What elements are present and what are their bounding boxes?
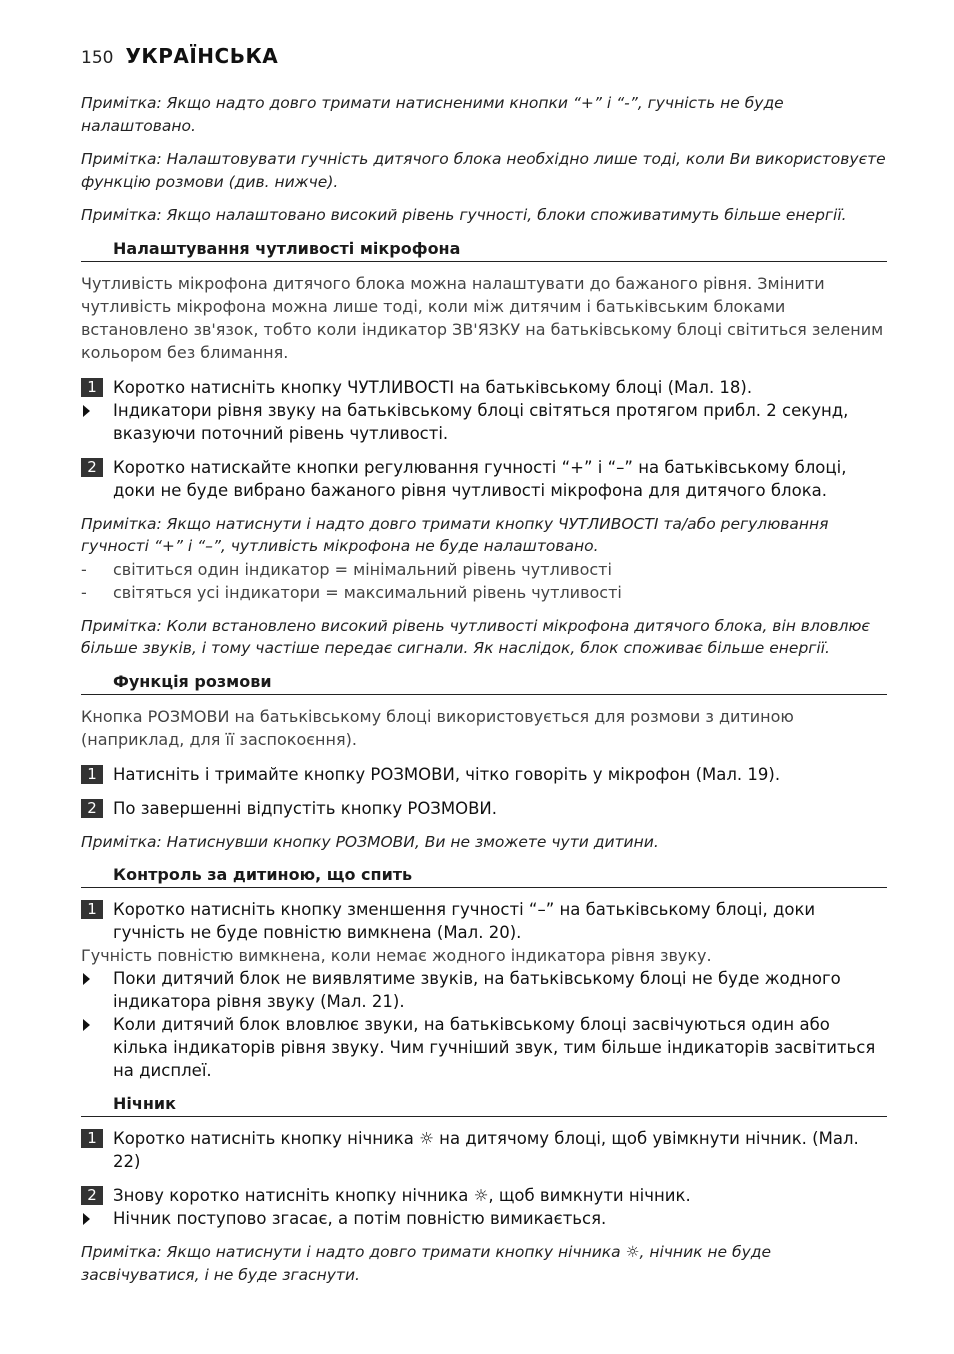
bullet-text: Нічник поступово згасає, а потім повністю вимикається.: [113, 1209, 607, 1228]
mic-level-max: [81, 581, 887, 604]
dash-text: світяться усі індикатори = максимальний рівень чутливості: [113, 582, 622, 602]
mic-step-1: [81, 376, 887, 399]
night-step-2: [81, 1184, 887, 1207]
step-number: 1: [81, 378, 103, 397]
section-heading-mic: Налаштування чутливості мікрофона: [81, 238, 887, 262]
mic-step-2: [81, 456, 887, 502]
mic-note-hold: Примітка: Якщо натиснути і надто довго тримати кнопку ЧУТЛИВОСТІ та/або регулювання гучності “+” і “–”, чутливість мікрофона не буде налаштовано.: [81, 514, 829, 555]
mic-level-min: [81, 558, 887, 581]
step-text: Коротко натисніть кнопку нічника ☼ на дитячому блоці, щоб увімкнути нічник. (Мал. 22): [113, 1129, 859, 1171]
note-volume-energy: Примітка: Якщо налаштовано високий рівень гучності, блоки споживатимуть більше енергії.: [81, 206, 847, 224]
bullet-text: Поки дитячий блок не виявлятиме звуків, на батьківському блоці не буде жодного індикатора рівня звуку (Мал. 21).: [113, 969, 841, 1011]
note-volume-talk: Примітка: Налаштовувати гучність дитячого блока необхідно лише тоді, коли Ви використовуєте функцію розмови (див. нижче).: [81, 150, 886, 191]
step-number: 2: [81, 1186, 103, 1205]
section-heading-talk: Функція розмови: [81, 671, 887, 695]
sleep-result-1: [81, 967, 887, 1013]
bullet-text: Індикатори рівня звуку на батьківському блоці світяться протягом прибл. 2 секунд, вказуючи поточний рівень чутливості.: [113, 400, 849, 443]
step-number: 1: [81, 1129, 103, 1148]
talk-note: Примітка: Натиснувши кнопку РОЗМОВИ, Ви не зможете чути дитини.: [81, 832, 659, 851]
talk-step-1: [81, 763, 887, 786]
mic-result-1: [81, 399, 887, 445]
step-text: Коротко натисніть кнопку зменшення гучності “–” на батьківському блоці, доки гучність не буде повністю вимкнена (Мал. 20).: [113, 900, 816, 942]
page-number: 150: [81, 48, 114, 68]
section-heading-nightlight: Нічник: [81, 1093, 887, 1117]
note-volume-hold: Примітка: Якщо надто довго тримати натисненими кнопки “+” і “-”, гучність не буде налаштовано.: [81, 94, 784, 135]
talk-step-2: [81, 797, 887, 820]
sleep-plain-text: Гучність повністю вимкнена, коли немає жодного індикатора рівня звуку.: [81, 946, 712, 965]
night-result-1: [81, 1207, 887, 1230]
step-number: 2: [81, 799, 103, 818]
language-title: УКРАЇНСЬКА: [125, 44, 279, 68]
step-text: Натисніть і тримайте кнопку РОЗМОВИ, чітко говоріть у мікрофон (Мал. 19).: [113, 764, 781, 784]
manual-page: [81, 44, 887, 1297]
section-heading-sleep: Контроль за дитиною, що спить: [81, 864, 887, 888]
sleep-step-1: [81, 898, 887, 944]
dash-marker: -: [81, 559, 87, 579]
night-note: Примітка: Якщо натиснути і надто довго тримати кнопку нічника ☼, нічник не буде засвічуватися, і не буде згаснути.: [81, 1243, 772, 1284]
mic-intro: Чутливість мікрофона дитячого блока можна налаштувати до бажаного рівня. Змінити чутливість мікрофона можна лише тоді, коли між дитячим і батьківським блоками встановлено зв'язок, тобто коли індикатор ЗВ'ЯЗКУ на батьківському блоці світиться зеленим кольором без блимання.: [81, 273, 884, 362]
step-text: Коротко натискайте кнопки регулювання гучності “+” і “–” на батьківському блоці, доки не буде вибрано бажаного рівня чутливості мікрофона для дитячого блока.: [113, 457, 847, 500]
step-number: 1: [81, 900, 103, 919]
page-header: [81, 44, 887, 68]
step-text: Знову коротко натисніть кнопку нічника ☼, щоб вимкнути нічник.: [113, 1186, 691, 1205]
triangle-bullet-icon: [81, 967, 103, 1013]
step-number: 2: [81, 458, 103, 477]
talk-intro: Кнопка РОЗМОВИ на батьківському блоці використовується для розмови з дитиною (наприклад, для її заспокоєння).: [81, 706, 794, 749]
bullet-text: Коли дитячий блок вловлює звуки, на батьківському блоці засвічуються один або кілька індикаторів рівня звуку. Чим гучніший звук, тим більше індикаторів засвітиться на дисплеї.: [113, 1015, 876, 1080]
step-number: 1: [81, 765, 103, 784]
sleep-result-2: [81, 1013, 887, 1082]
step-text: Коротко натисніть кнопку ЧУТЛИВОСТІ на батьківському блоці (Мал. 18).: [113, 377, 753, 397]
triangle-bullet-icon: [81, 1207, 103, 1230]
dash-marker: -: [81, 582, 87, 602]
mic-note-energy: Примітка: Коли встановлено високий рівень чутливості мікрофона дитячого блока, він вловлює більше звуків, і тому частіше передає сигнали. Як наслідок, блок споживає більше енергії.: [81, 616, 870, 657]
step-text: По завершенні відпустіть кнопку РОЗМОВИ.: [113, 798, 498, 818]
triangle-bullet-icon: [81, 399, 103, 445]
triangle-bullet-icon: [81, 1013, 103, 1082]
dash-text: світиться один індикатор = мінімальний рівень чутливості: [113, 559, 612, 579]
night-step-1: [81, 1127, 887, 1173]
